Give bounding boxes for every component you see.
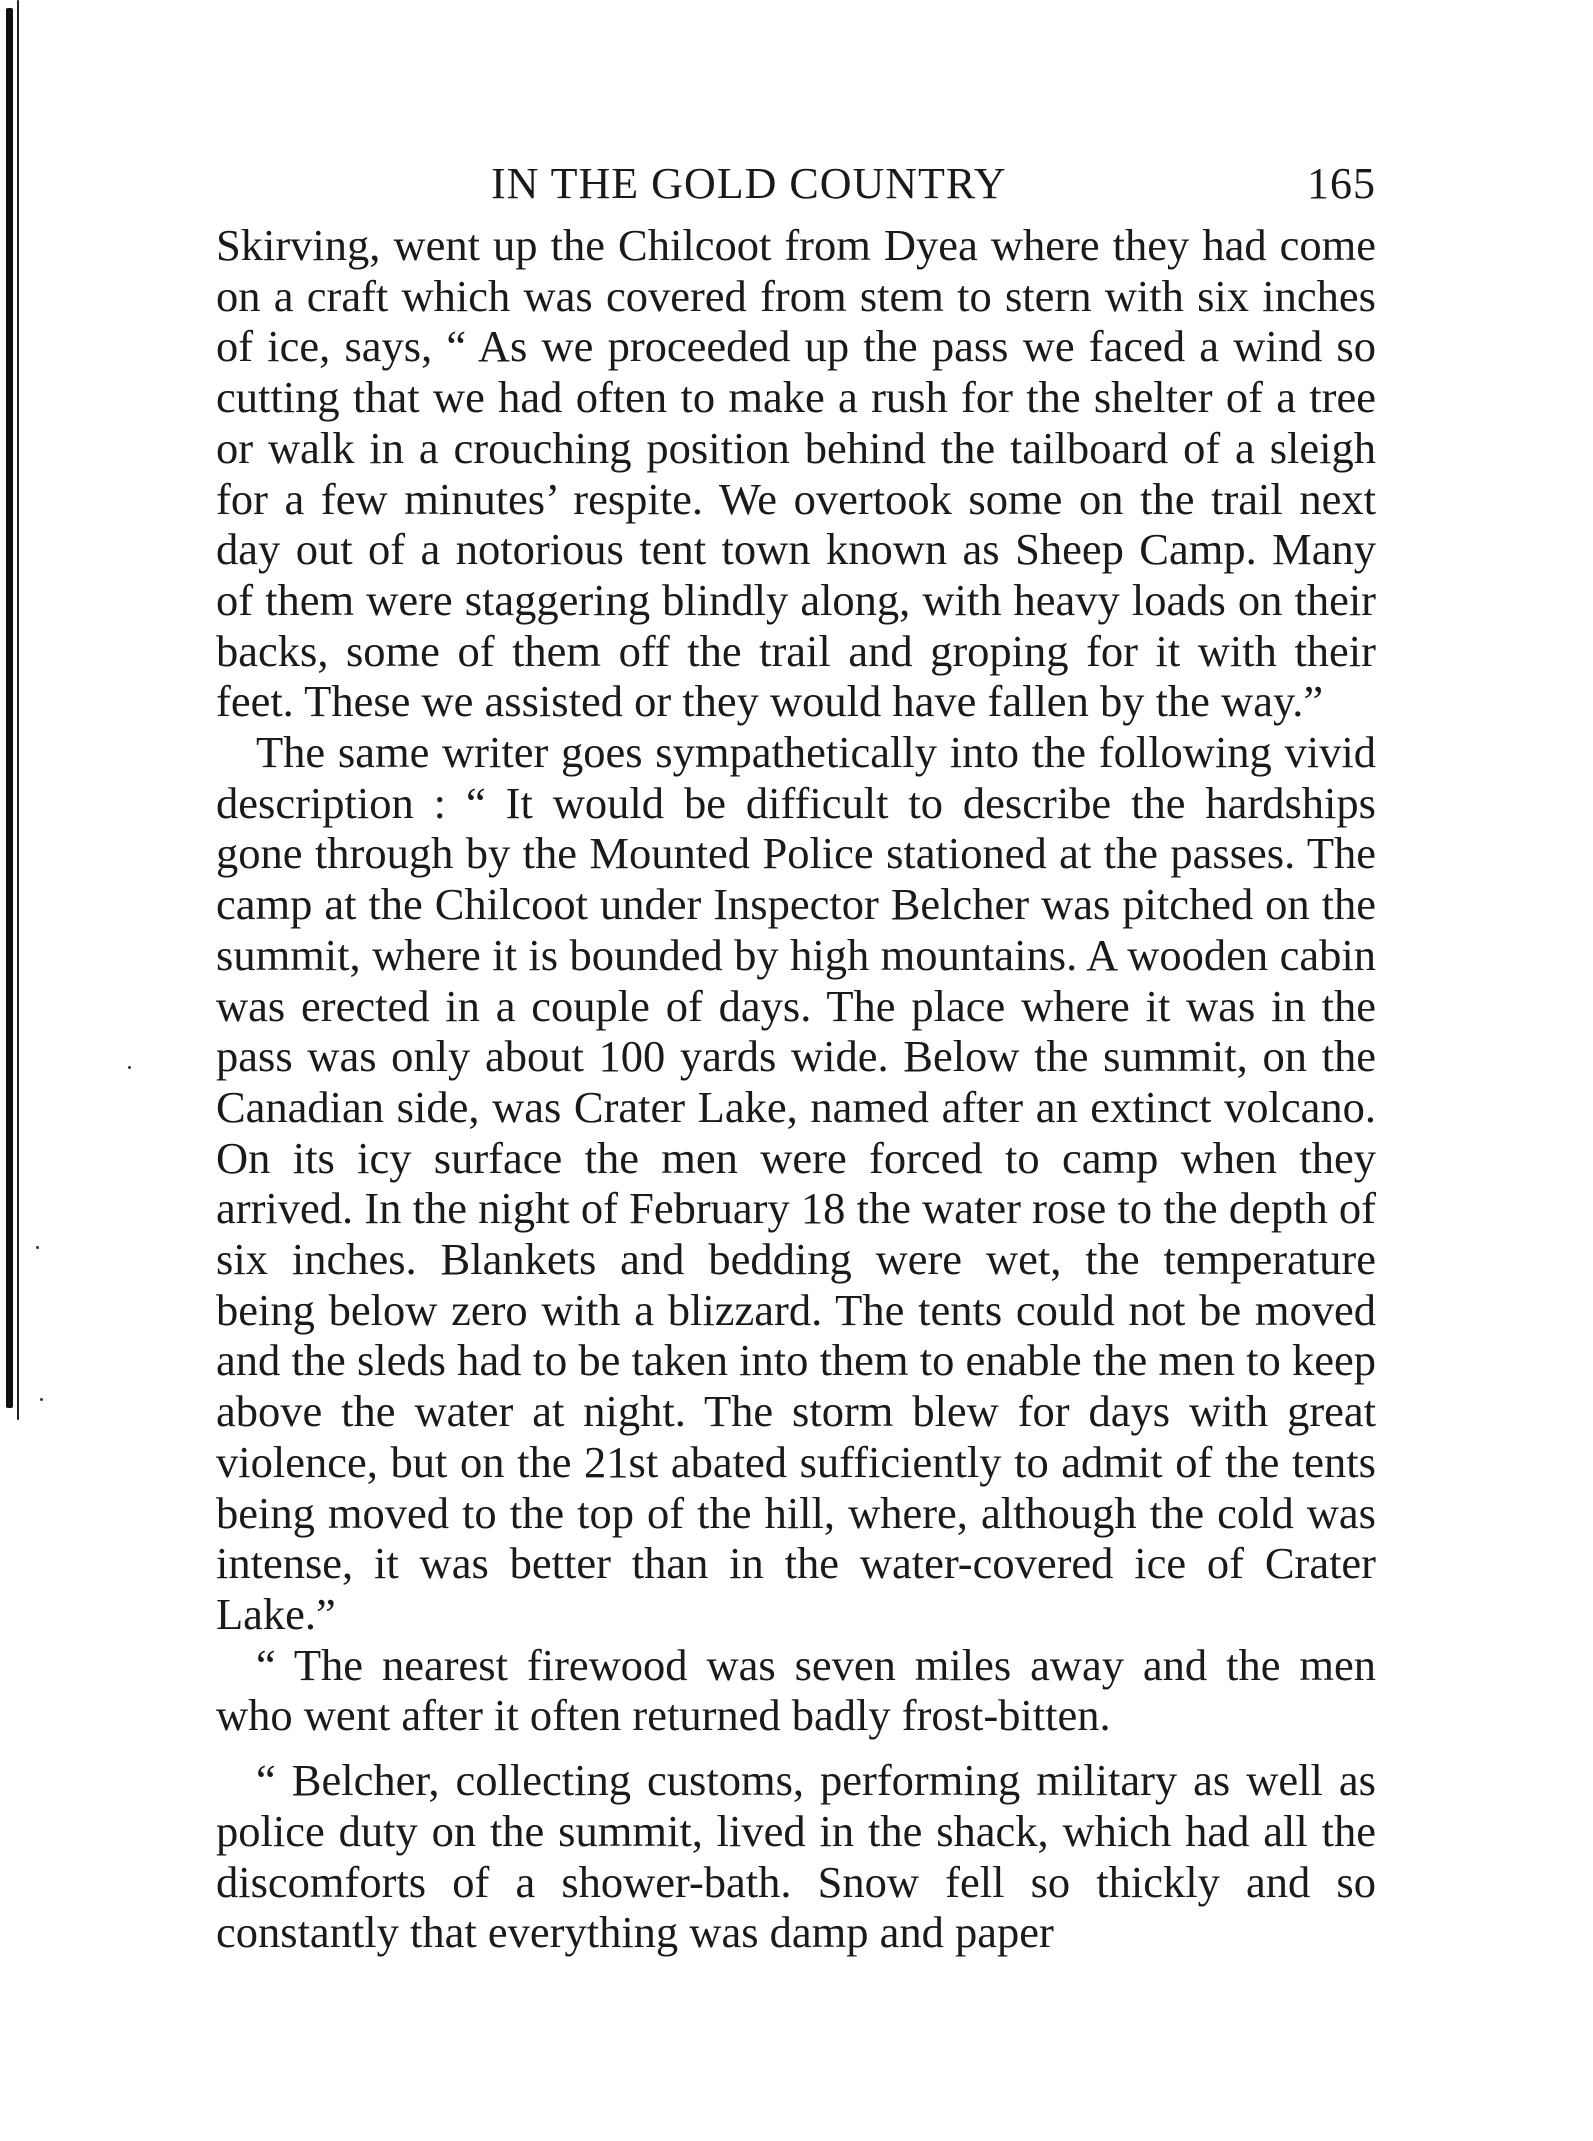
running-head: [216, 158, 1376, 220]
book-spine-edge: [17, 0, 19, 1420]
book-spine-shadow: [6, 8, 13, 1408]
paragraph-2: The same writer goes sympathetically into the following vivid description : “ It would be difficult to describe the hardships gone through by the Mounted Police stationed at the passes. The camp at the Chilcoot under Inspector Belcher was pitched on the summit, where it is bounded by high mountains. A wooden cabin was erected in a couple of days. The place where it was in the pass was only about 100 yards wide. Below the summit, on the Canadian side, was Crater Lake, named after an extinct volcano. On its icy surface the men were forced to camp when they arrived. In the night of February 18 the water rose to the depth of six inches. Blankets and bedding were wet, the temperature being below zero with a blizzard. The tents could not be moved and the sleds had to be taken into them to enable the men to keep above the water at night. The storm blew for days with great violence, but on the 21st abated sufficiently to admit of the tents being moved to the top of the hill, where, although the cold was intense, it was better than in the water-covered ice of Crater Lake.”: [216, 727, 1376, 1639]
print-speck: [128, 1066, 131, 1069]
paragraph-4: “ Belcher, collecting customs, performing military as well as police duty on the summit, lived in the shack, which had all the discomforts of a shower-bath. Snow fell so thickly and so constantly that everything was damp and paper: [216, 1755, 1376, 1958]
print-speck: [36, 1246, 39, 1249]
body-text: [216, 220, 1376, 1958]
page-number: 165: [1307, 159, 1376, 208]
paragraph-3: “ The nearest firewood was seven miles away and the men who went after it often returned badly frost-bitten.: [216, 1639, 1376, 1741]
print-speck: [40, 1398, 43, 1401]
running-title: IN THE GOLD COUNTRY: [491, 159, 1007, 208]
book-page: [216, 158, 1376, 1958]
paragraph-1: Skirving, went up the Chilcoot from Dyea where they had come on a craft which was covered from stem to stern with six inches of ice, says, “ As we proceeded up the pass we faced a wind so cutting that we had often to make a rush for the shelter of a tree or walk in a crouching position behind the tailboard of a sleigh for a few minutes’ respite. We overtook some on the trail next day out of a notorious tent town known as Sheep Camp. Many of them were staggering blindly along, with heavy loads on their backs, some of them off the trail and groping for it with their feet. These we assisted or they would have fallen by the way.”: [216, 220, 1376, 727]
